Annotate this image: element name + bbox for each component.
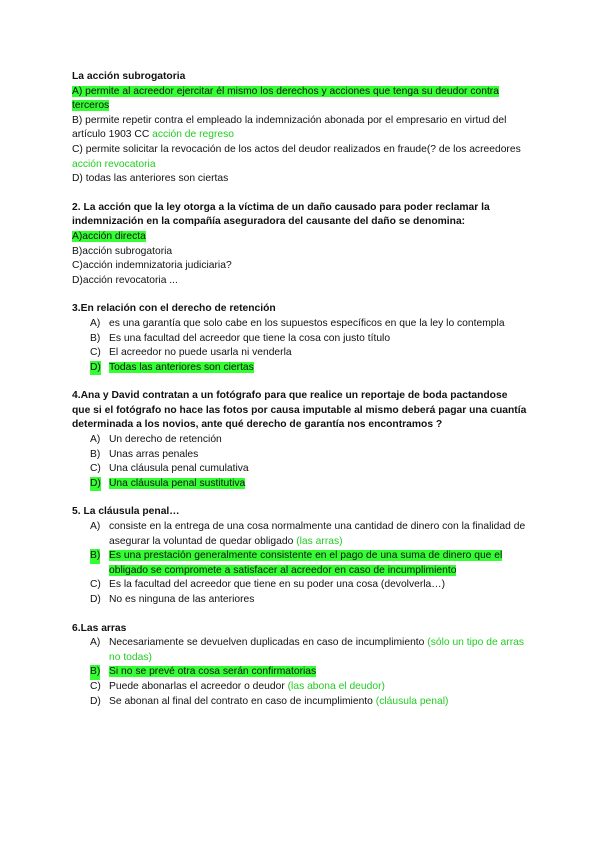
question-4-option-b (72, 448, 528, 463)
option-text: Una cláusula penal cumulativa (109, 463, 249, 475)
question-2-option-a (72, 230, 528, 245)
option-label: C) (90, 680, 101, 692)
option-label: B) (90, 448, 101, 460)
option-text: Un derecho de retención (109, 434, 222, 446)
question-1-option-c (72, 143, 528, 172)
question-3-option-d (72, 361, 528, 376)
question-5-option-d (72, 593, 528, 608)
question-1-option-c-text: C) permite solicitar la revocación de los actos del deudor realizados en fraude(? de los acreedores (72, 143, 521, 155)
question-1-option-d: D) todas las anteriores son ciertas (72, 173, 229, 185)
option-text: Si no se prevé otra cosa serán confirmatorias (109, 666, 317, 678)
option-label: B) (90, 665, 100, 680)
question-2-option-d: D)acción revocatoria ... (72, 274, 178, 286)
question-2 (72, 201, 528, 289)
option-text: consiste en la entrega de una cosa normalmente una cantidad de dinero con la finalidad de asegurar la voluntad de quedar obligado (109, 521, 526, 547)
question-5-options (72, 520, 528, 608)
question-6-option-a (72, 636, 528, 665)
question-2-option-c: C)acción indemnizatoria judiciaria? (72, 260, 232, 272)
question-4-option-a (72, 433, 528, 448)
question-3-option-a (72, 317, 528, 332)
question-3-title: 3.En relación con el derecho de retención (72, 303, 276, 315)
option-text: Todas las anteriores son ciertas (109, 361, 254, 373)
option-text: Se abonan al final del contrato en caso de incumplimiento (109, 695, 373, 707)
question-2-option-b: B)acción subrogatoria (72, 245, 173, 257)
option-label: D) (90, 477, 101, 492)
question-4-option-c (72, 462, 528, 477)
option-label: A) (90, 521, 101, 533)
question-5-title: 5. La cláusula penal… (72, 506, 180, 518)
question-3-options (72, 317, 528, 375)
question-6-option-b (72, 665, 528, 680)
question-6-option-d (72, 695, 528, 710)
question-3 (72, 302, 528, 375)
option-label: D) (90, 594, 101, 605)
question-1-title: La acción subrogatoria (72, 71, 186, 82)
option-note: (las arras) (296, 535, 343, 547)
option-label: B) (90, 549, 100, 564)
option-label: D) (90, 361, 101, 376)
question-5 (72, 505, 528, 607)
option-label: B) (90, 332, 101, 344)
option-text: Es la facultad del acreedor que tiene en su poder una cosa (devolverla…) (109, 579, 445, 591)
question-1-option-a-text: A) permite al acreedor ejercitar él mismo los derechos y acciones que tenga su deudor contra terceros (72, 85, 499, 112)
document-content (72, 70, 528, 723)
question-1 (72, 70, 528, 187)
question-1-option-a (72, 85, 528, 114)
option-note: (las abona el deudor) (287, 680, 385, 692)
option-note: (sólo un tipo de arras no todas) (109, 637, 524, 663)
option-note: (cláusula penal) (375, 695, 449, 707)
question-4-title: 4.Ana y David contratan a un fotógrafo para que realice un reportaje de boda pactandose que si el fotógrafo no hace las fotos por causa imputable al mismo deberá pagar una cuantía determinada a los novios, ante qué derecho de garantía nos encontramos ? (72, 390, 527, 431)
option-label: A) (90, 637, 101, 649)
question-5-option-c (72, 578, 528, 593)
question-5-option-b (72, 549, 528, 578)
question-6-title: 6.Las arras (72, 622, 127, 634)
question-2-option-a-text: A)acción directa (72, 230, 146, 242)
option-label: C) (90, 579, 101, 591)
option-text: Una cláusula penal sustitutiva (109, 477, 246, 489)
question-1-option-b-text: B) permite repetir contra el empleado la indemnización abonada por el empresario en virtud del artículo 1903 CC (72, 114, 507, 141)
question-1-option-b-note: acción de regreso (152, 129, 235, 141)
question-6-options (72, 636, 528, 709)
question-6-option-c (72, 680, 528, 695)
option-label: A) (90, 317, 101, 329)
question-1-option-c-note: acción revocatoria (72, 158, 156, 170)
option-text: El acreedor no puede usarla ni venderla (109, 347, 292, 359)
question-4 (72, 389, 528, 491)
question-5-option-a (72, 520, 528, 549)
question-3-option-b (72, 332, 528, 347)
question-1-option-b (72, 114, 528, 143)
question-2-title: 2. La acción que la ley otorga a la víctima de un daño causado para poder reclamar la indemnización en la compañía aseguradora del causante del daño se denomina: (72, 201, 490, 228)
option-text: Necesariamente se devuelven duplicadas en caso de incumplimiento (109, 637, 425, 649)
option-label: C) (90, 347, 101, 359)
option-label: A) (90, 434, 101, 446)
option-text: Puede abonarlas el acreedor o deudor (109, 680, 285, 692)
option-text: Es una prestación generalmente consistente en el pago de una suma de dinero que el obligado se compromete a satisfacer al acreedor en caso de incumplimiento (109, 550, 503, 576)
option-label: C) (90, 463, 101, 475)
question-3-option-c (72, 346, 528, 361)
option-text: Es una facultad del acreedor que tiene la cosa con justo título (109, 332, 391, 344)
option-label: D) (90, 695, 101, 707)
option-text: No es ninguna de las anteriores (109, 594, 255, 605)
question-4-options (72, 433, 528, 491)
question-6 (72, 622, 528, 710)
question-4-option-d (72, 477, 528, 492)
option-text: Unas arras penales (109, 448, 199, 460)
option-text: es una garantía que solo cabe en los supuestos específicos en que la ley lo contempla (109, 317, 505, 329)
